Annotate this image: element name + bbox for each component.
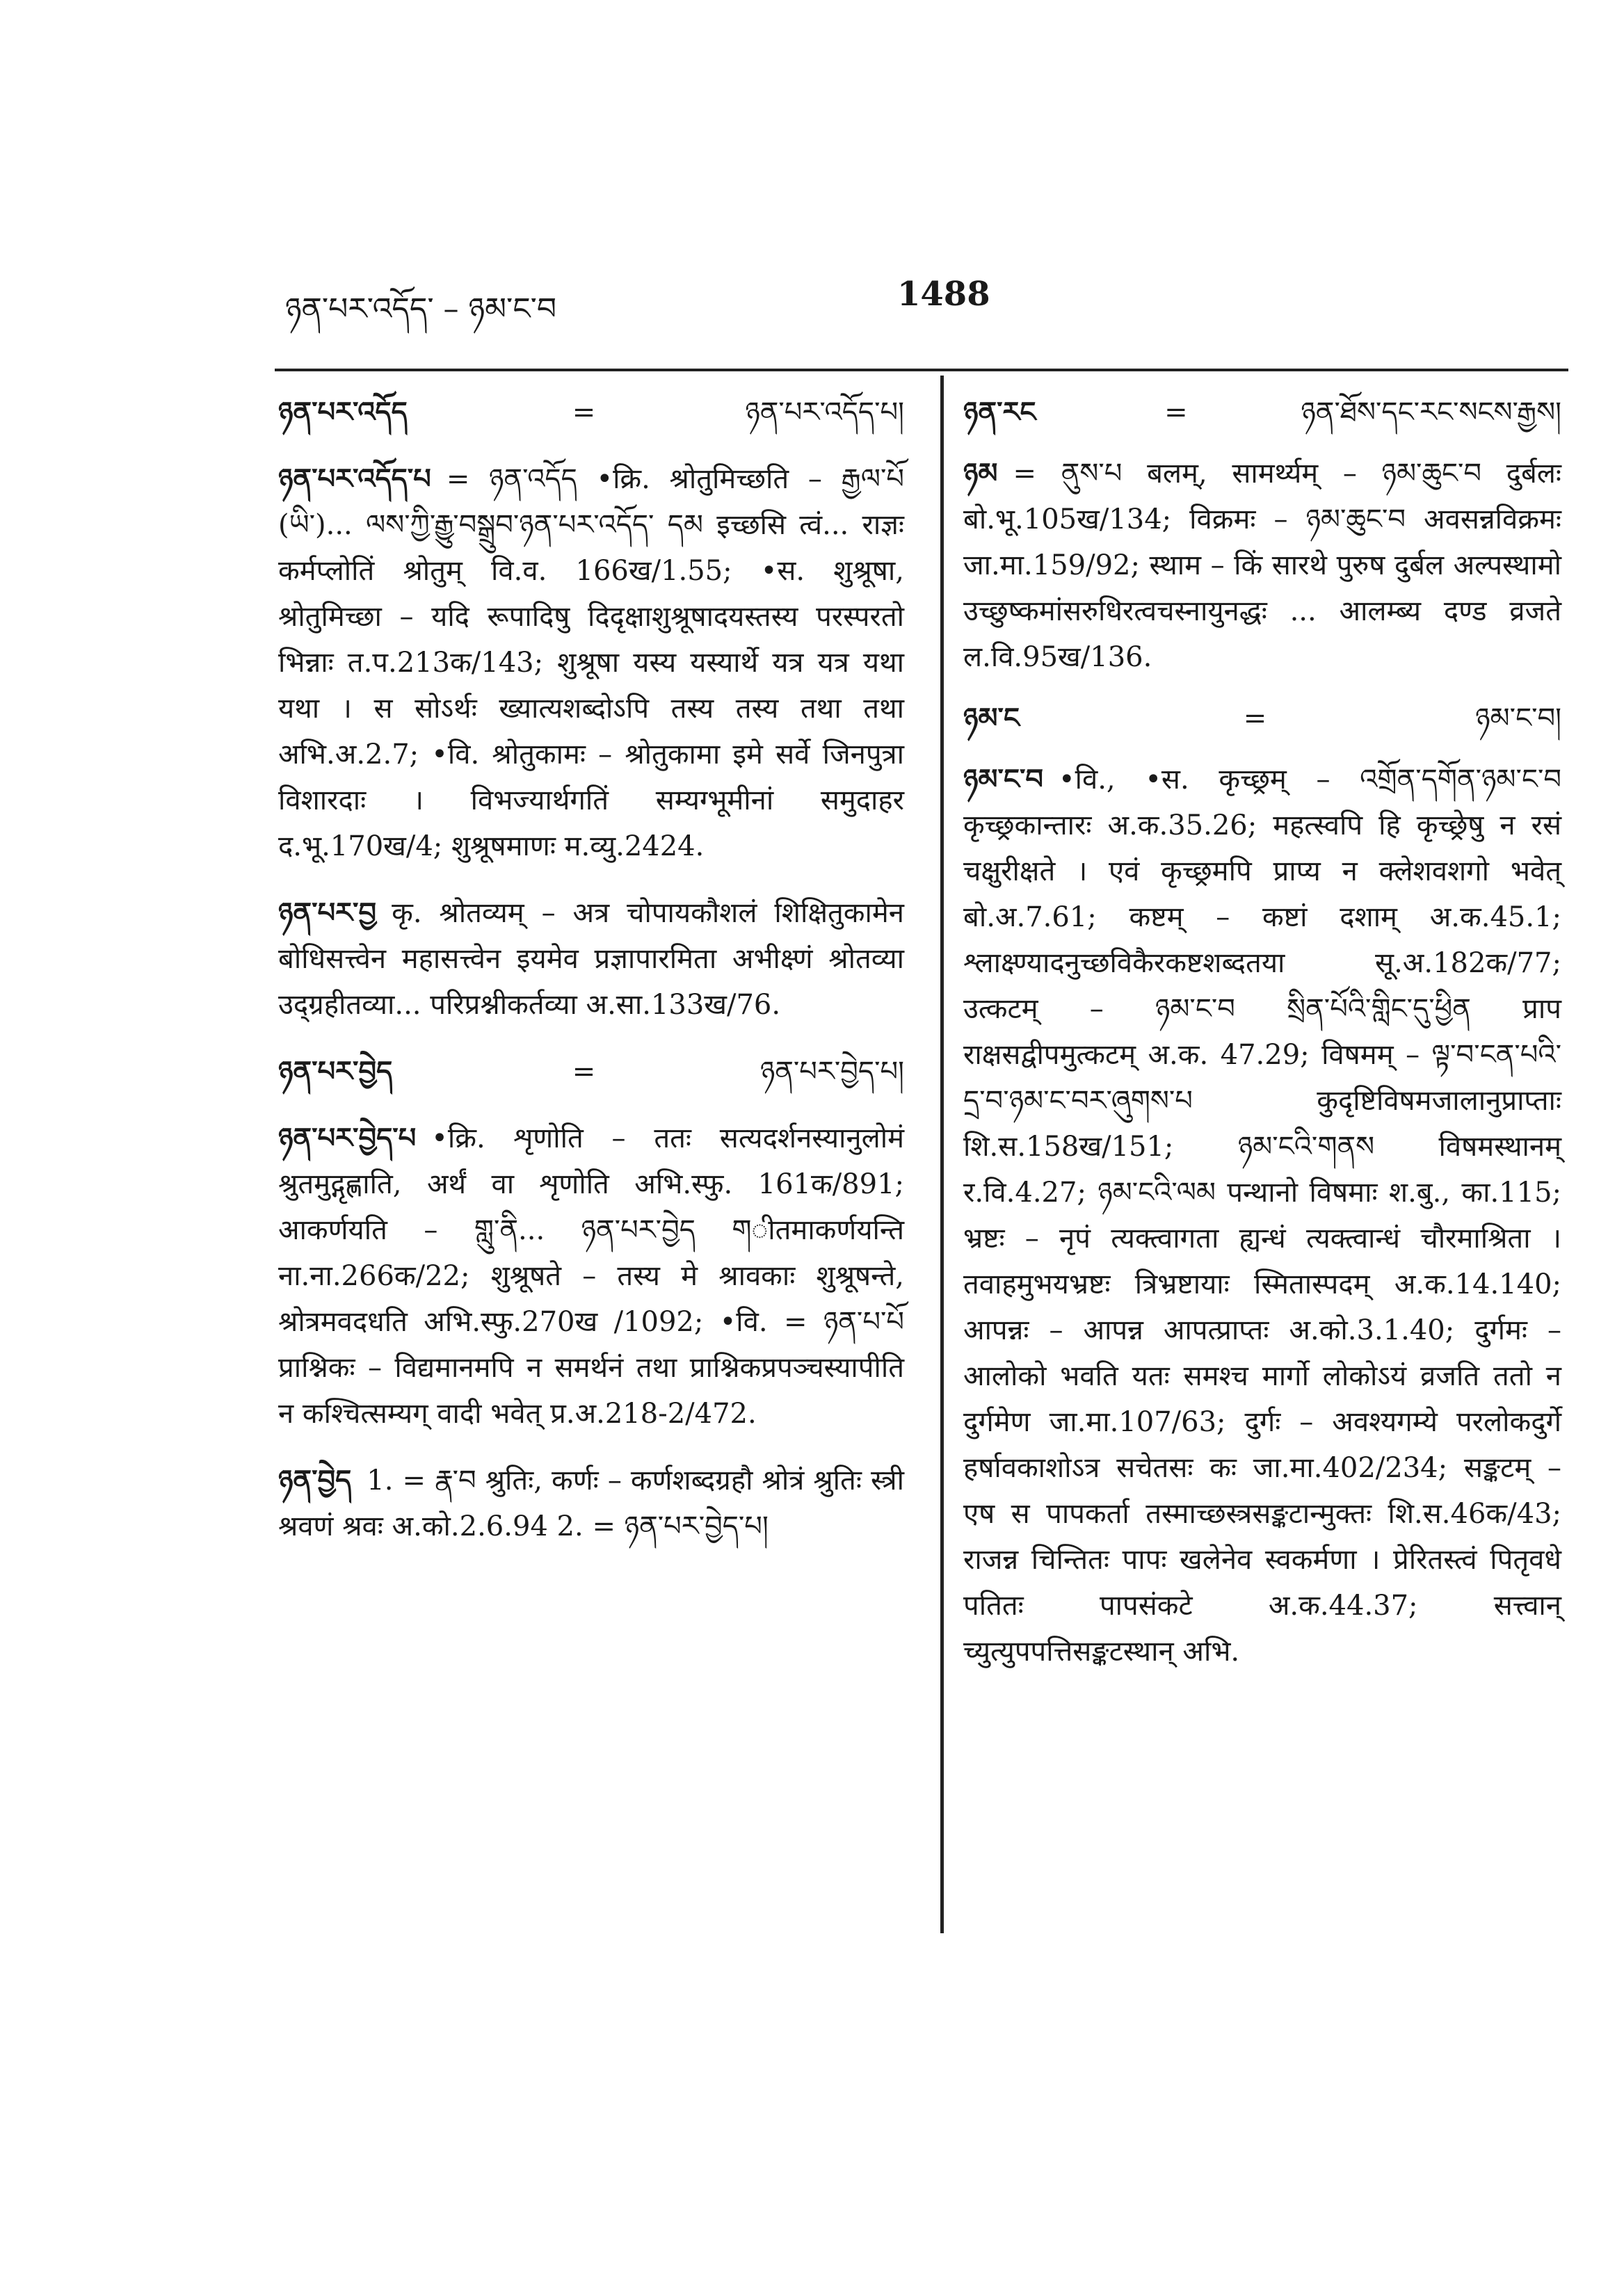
headword: ཉན་རང [963, 396, 1036, 428]
headword: ཉན་བྱེད [278, 1464, 352, 1497]
headword: ཉན་པར་བྱེད [278, 1055, 393, 1088]
entry-text: •वि., •स. कृच्छ्रम् – འགྲོན་དགོན་ཉམ་ང་བ कृच्छ्रकान्तारः अ.क.35.26; महत्स्वपि हि कृच्छ्रेषु न रसं चक्षुरीक्षते । एवं कृच्छ्रमपि प्राप्य न क्लेशवशगो भवेत् बो.अ.7.61; कष्टम् – कष्टां दशाम् अ.क.45.1; श्लाक्ष्ण्यादनुच्छविकैरकष्टशब्दतया सू.अ.182क/77; उत्कटम् – ཉམ་ང་བ སྲིན་པོའི་གླིང་དུ་ཕྱིན प्राप राक्षसद्वीपमुत्कटम् अ.क. 47.29; विषमम् – ལྟ་བ་ངན་པའི་དྲ་བ་ཉམ་ང་བར་ཞུགས་པ कुदृष्टिविषमजालानुप्राप्ताः शि.स.158ख/151; ཉམ་ངའི་གནས विषमस्थानम् र.वि.4.27; ཉམ་ངའི་ལམ पन्थानो विषमाः श.बु., का.115; भ्रष्टः – नृपं त्यक्त्वागता ह्यन्धं त्यक्त्वान्धं चौरमाश्रिता । तवाहमुभयभ्रष्टः त्रिभ्रष्टायाः स्मितास्पदम् अ.क.14.140; आपन्नः – आपन्न आपत्प्राप्तः अ.को.3.1.40; दुर्गमः – आलोको भवति यतः समश्च मार्गो लोकोऽयं व्रजति ततो न दुर्गमेण जा.मा.107/63; दुर्गः – अवश्यगम्ये परलोकदुर्गे हर्षावकाशोऽत्र सचेतसः कः जा.मा.402/234; सङ्कटम् – एष स पापकर्ता तस्माच्छस्त्रसङ्कटान्मुक्तः शि.स.46क/43; राजन्न चिन्तितः पापः खलेनेव स्वकर्मणा । प्रेरितस्त्वं पितृवधे पतितः पापसंकटे अ.क.44.37; सत्त्वान् च्युत्युपपत्तिसङ्कटस्थान् अभि. [963, 764, 1561, 1668]
dictionary-entry [278, 1115, 904, 1437]
equals-sign: = [572, 396, 596, 428]
cross-reference: ཉན་པར་འདོད་པ། [745, 396, 904, 428]
cross-reference: ཉམ་ང་བ། [1475, 702, 1561, 734]
dictionary-entry [963, 757, 1561, 1675]
dictionary-entry [963, 695, 1561, 741]
dictionary-entry [278, 1458, 904, 1549]
headword: ཉན་པར་འདོད [278, 396, 408, 428]
right-column [963, 389, 1561, 1690]
entry-text: 1. = རྣ་བ श्रुतिः, कर्णः – कर्णशब्दग्रहौ श्रोत्रं श्रुतिः स्त्री श्रवणं श्रवः अ.को.2.6.94 2. = ཉན་པར་བྱེད་པ། [278, 1465, 904, 1542]
dictionary-entry [278, 1049, 904, 1095]
dictionary-entry [278, 456, 904, 869]
running-head: ཉན་པར་འདོད་ – ཉམ་ང་བ [285, 291, 557, 327]
entry-text: कृ. श्रोतव्यम् – अत्र चोपायकौशलं शिक्षितुकामेन बोधिसत्त्वेन महासत्त्वेन इयमेव प्रज्ञापारमिता अभीक्ष्णं श्रोतव्या उद्ग्रहीतव्या... परिप्रश्नीकर्तव्या अ.सा.133ख/76. [278, 897, 904, 1021]
cross-reference: ཉན་ཐོས་དང་རང་སངས་རྒྱས། [1301, 396, 1561, 428]
entry-text: = ནུས་པ बलम्, सामर्थ्यम् – ཉམ་ཆུང་བ दुर्बलः बो.भू.105ख/134; विक्रमः – ཉམ་ཆུང་བ अवसन्नविक्रमः जा.मा.159/92; स्थाम – किं सारथे पुरुष दुर्बल अल्पस्थामो उच्छुष्कमांसरुधिरत्वचस्नायुनद्धः ... आलम्ब्य दण्ड व्रजते ल.वि.95ख/136. [963, 458, 1561, 673]
equals-sign: = [572, 1056, 596, 1088]
header-rule [275, 369, 1568, 371]
equals-sign: = [1164, 396, 1188, 428]
entry-text: = ཉན་འདོད •क्रि. श्रोतुमिच्छति – རྒྱལ་པོ (ཡི་)... ལས་ཀྱི་རྒྱུ་བསྒྲུབ་ཉན་པར་འདོད་ དམ इच्छसि त्वं... राज्ञः कर्मप्लोतिं श्रोतुम् वि.व. 166ख/1.55; •स. शुश्रूषा, श्रोतुमिच्छा – यदि रूपादिषु दिदृक्षाशुश्रूषादयस्तस्य परस्परतो भिन्नाः त.प.213क/143; शुश्रूषा यस्य यस्यार्थे यत्र यत्र यथा यथा । स सोऽर्थः ख्यात्यशब्दोऽपि तस्य तस्य तथा तथा अभि.अ.2.7; •वि. श्रोतुकामः – श्रोतुकामा इमे सर्वे जिनपुत्रा विशारदाः । विभज्यार्थगतिं सम्यग्भूमीनां समुदाहर द.भू.170ख/4; शुश्रूषमाणः म.व्यु.2424. [278, 463, 904, 862]
cross-reference: ཉན་པར་བྱེད་པ། [759, 1056, 904, 1088]
headword: ཉན་པར་འདོད་པ [278, 462, 431, 495]
dictionary-entry [278, 389, 904, 435]
headword: ཉམ [963, 457, 998, 490]
entry-text: •क्रि. शृणोति – ततः सत्यदर्शनस्यानुलोमं श्रुतमुद्गृह्णाति, अर्थं वा शृणोति अभि.स्फु. 161क/891; आकर्णयति – གླུ་ནི... ཉན་པར་བྱེད གीतमाकर्णयन्ति ना.ना.266क/22; शुश्रूषते – तस्य मे श्रावकाः शुश्रूषन्ते, श्रोत्रमवदधति अभि.स्फु.270ख /1092; •वि. = ཉན་པ་པོ प्राश्निकः – विद्यमानमपि न समर्थनं तथा प्राश्निकप्रपञ्चस्यापीति न कश्चित्सम्यग् वादी भवेत् प्र.अ.218-2/472. [278, 1122, 904, 1430]
column-divider [940, 376, 944, 1933]
equals-sign: = [1243, 702, 1267, 734]
headword: ཉན་པར་བྱ [278, 896, 377, 929]
headword: ཉམ་ང [963, 702, 1020, 734]
headword: ཉམ་ང་བ [963, 763, 1043, 796]
left-column [278, 389, 904, 1570]
page-number: 1488 [897, 275, 990, 314]
dictionary-entry [963, 389, 1561, 435]
dictionary-entry [278, 890, 904, 1028]
headword: ཉན་པར་བྱེད་པ [278, 1122, 417, 1154]
dictionary-entry [963, 451, 1561, 680]
